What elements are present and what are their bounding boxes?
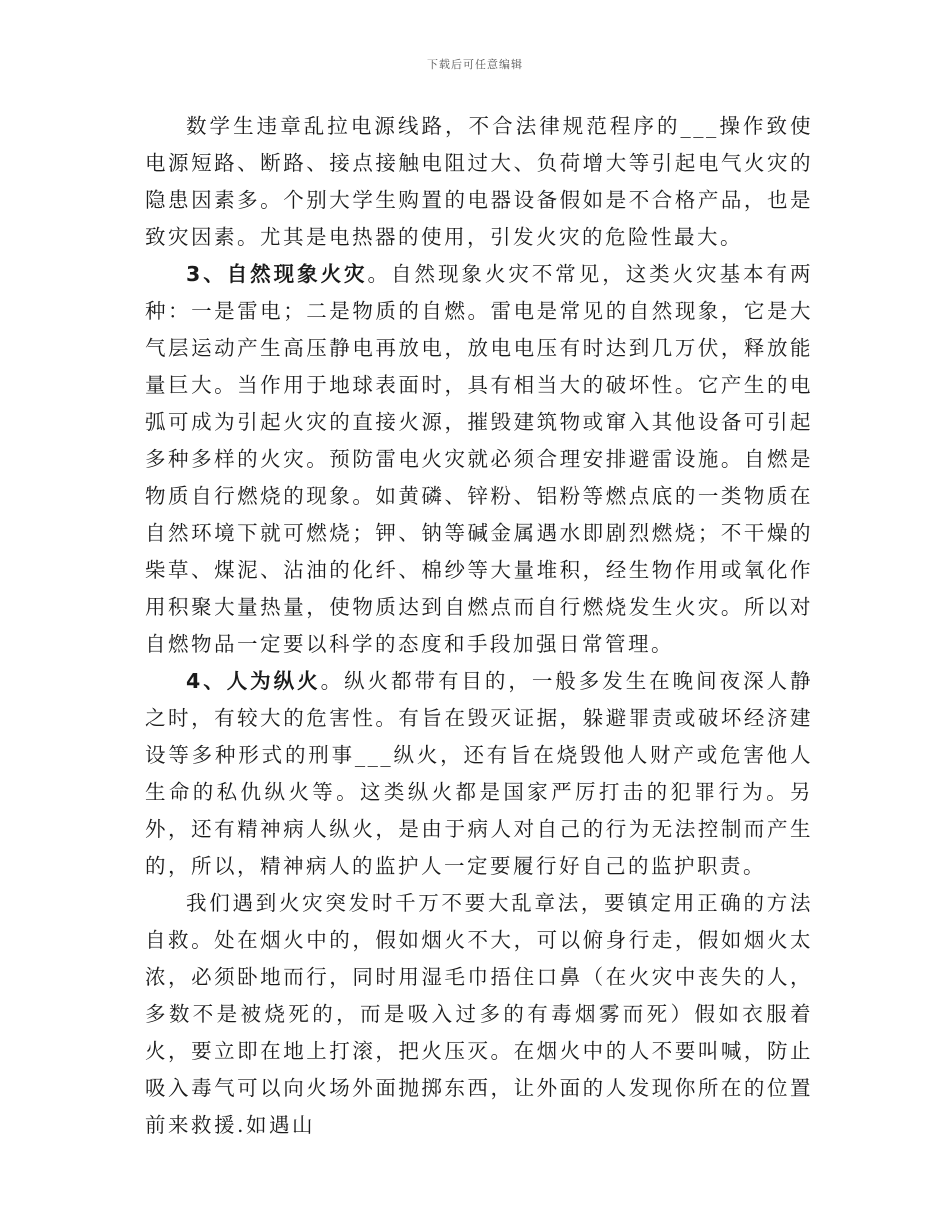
document-body [145,108,813,1144]
section-heading-arson: 4、人为纵火 [186,669,321,693]
paragraph-natural-fire [145,256,813,663]
paragraph-arson [145,663,813,885]
paragraph-text: 。自然现象火灾不常见，这类火灾基本有两种：一是雷电；二是物质的自燃。雷电是常见的自然现象，它是大气层运动产生高压静电再放电，放电电压有时达到几万伏，释放能量巨大。当作用于地球表面时，具有相当大的破坏性。它产生的电弧可成为引起火灾的直接火源，摧毁建筑物或窜入其他设备可引起多种多样的火灾。预防雷电火灾就必须合理安排避雷设施。自燃是物质自行燃烧的现象。如黄磷、锌粉、铝粉等燃点底的一类物质在自然环境下就可燃烧；钾、钠等碱金属遇水即剧烈燃烧；不干燥的柴草、煤泥、沾油的化纤、棉纱等大量堆积，经生物作用或氧化作用积聚大量热量，使物质达到自燃点而自行燃烧发生火灾。所以对自燃物品一定要以科学的态度和手段加强日常管理。 [145,262,814,656]
paragraph-text: 。纵火都带有目的，一般多发生在晚间夜深人静之时，有较大的危害性。有旨在毁灭证据，躲避罪责或破坏经济建设等多种形式的刑事___纵火，还有旨在烧毁他人财产或危害他人生命的私仇纵火等。这类纵火都是国家严厉打击的犯罪行为。另外，还有精神病人纵火，是由于病人对自己的行为无法控制而产生的，所以，精神病人的监护人一定要履行好自己的监护职责。 [145,669,814,878]
section-heading-natural-fire: 3、自然现象火灾 [186,262,368,286]
paragraph-electrical-hazards [145,108,813,256]
page-header: 下载后可任意编辑 [427,58,523,71]
paragraph-self-rescue [145,885,813,1144]
paragraph-text: 数学生违章乱拉电源线路，不合法律规范程序的___操作致使电源短路、断路、接点接触电阻过大、负荷增大等引起电气火灾的隐患因素多。个别大学生购置的电器设备假如是不合格产品，也是致灾因素。尤其是电热器的使用，引发火灾的危险性最大。 [145,114,813,249]
paragraph-text: 我们遇到火灾突发时千万不要大乱章法，要镇定用正确的方法自救。处在烟火中的，假如烟火不大，可以俯身行走，假如烟火太浓，必须卧地而行，同时用湿毛巾捂住口鼻（在火灾中丧失的人，多数不是被烧死的，而是吸入过多的有毒烟雾而死）假如衣服着火，要立即在地上打滚，把火压灭。在烟火中的人不要叫喊，防止吸入毒气可以向火场外面抛掷东西，让外面的人发现你所在的位置前来救援.如遇山 [145,891,813,1137]
